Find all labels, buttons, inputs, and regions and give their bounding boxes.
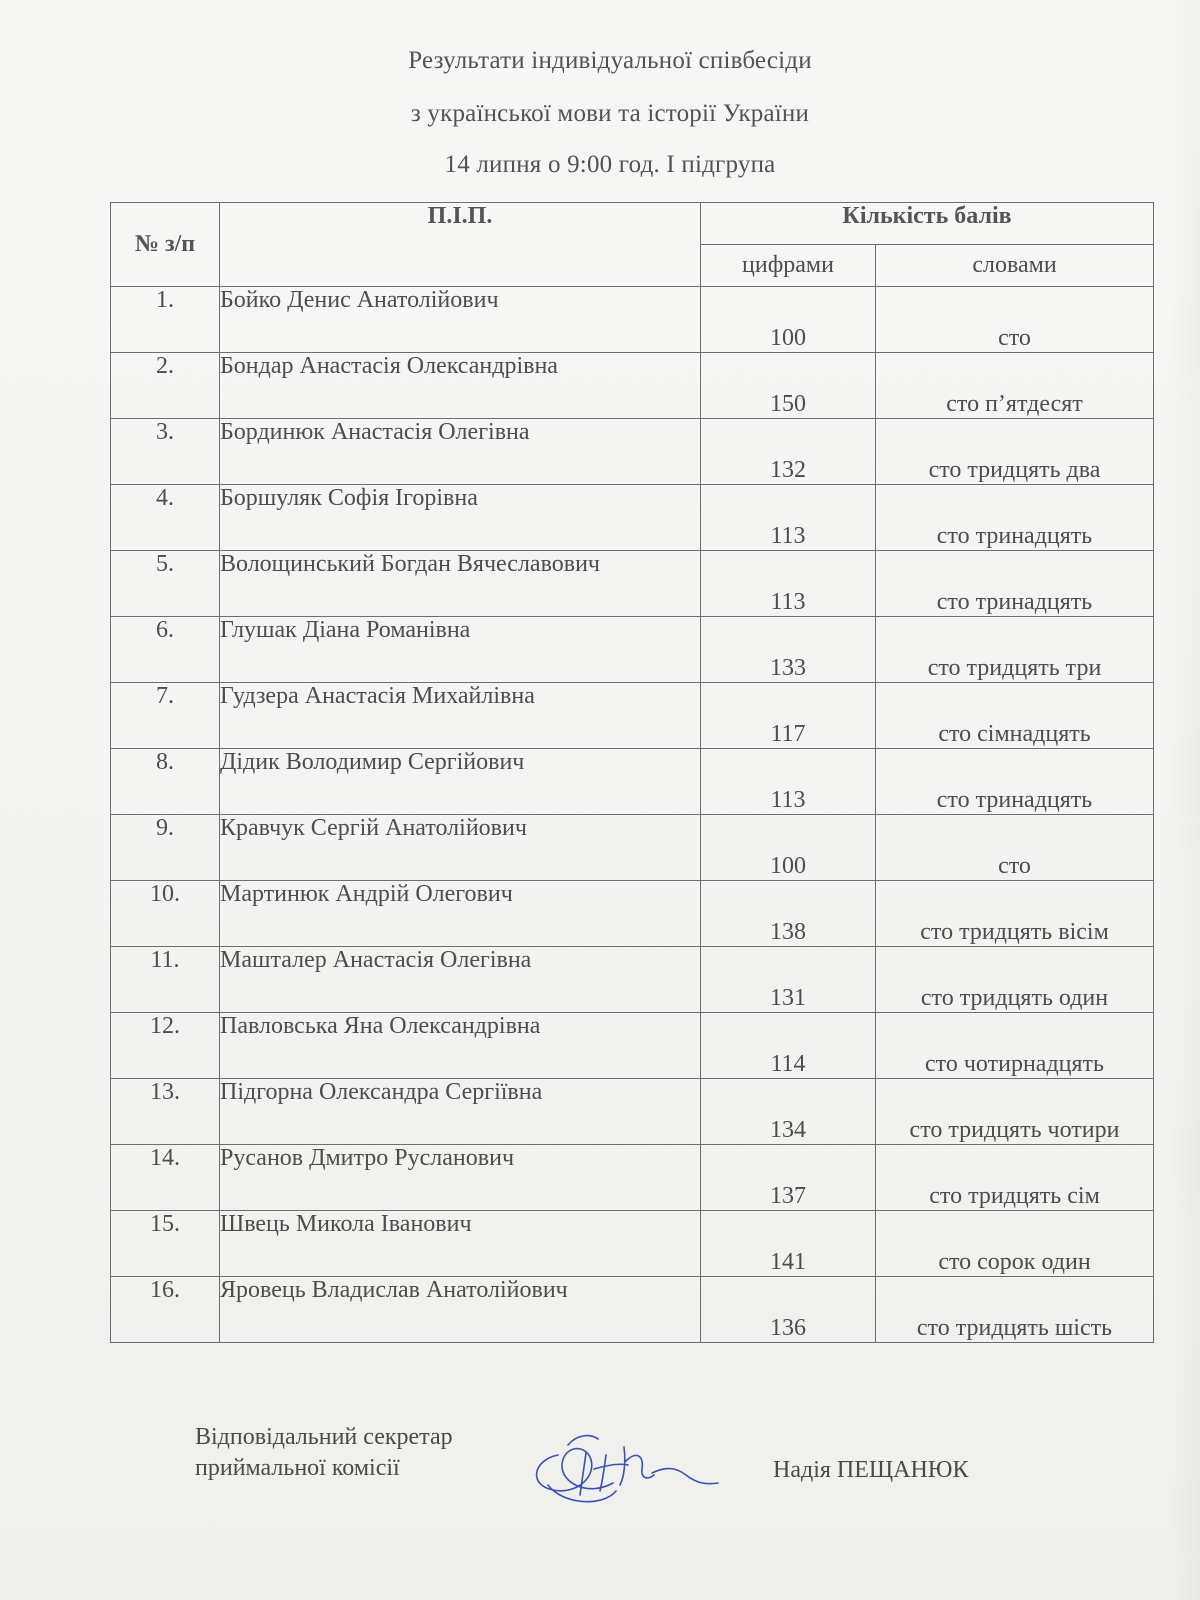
row-score-words: сто bbox=[876, 287, 1154, 353]
row-score-digits: 133 bbox=[701, 617, 876, 683]
table-row bbox=[111, 815, 1154, 881]
paper-edge-shadow bbox=[1170, 0, 1200, 1600]
row-score-digits: 132 bbox=[701, 419, 876, 485]
row-score-digits: 138 bbox=[701, 881, 876, 947]
row-name: Кравчук Сергій Анатолійович bbox=[220, 815, 701, 881]
row-name: Швець Микола Іванович bbox=[220, 1211, 701, 1277]
table-row bbox=[111, 1211, 1154, 1277]
row-name: Русанов Дмитро Русланович bbox=[220, 1145, 701, 1211]
row-number: 9. bbox=[111, 815, 220, 881]
row-number: 16. bbox=[111, 1277, 220, 1343]
row-number: 14. bbox=[111, 1145, 220, 1211]
row-score-words: сто тридцять три bbox=[876, 617, 1154, 683]
secretary-role-line-1: Відповідальний секретар bbox=[195, 1424, 453, 1450]
table-row bbox=[111, 287, 1154, 353]
row-name: Дідик Володимир Сергійович bbox=[220, 749, 701, 815]
row-score-words: сто сорок один bbox=[876, 1211, 1154, 1277]
row-score-words: сто сімнадцять bbox=[876, 683, 1154, 749]
row-number: 13. bbox=[111, 1079, 220, 1145]
results-table bbox=[110, 202, 1154, 1343]
document-title-line-3: 14 липня о 9:00 год. І підгрупа bbox=[444, 151, 776, 178]
row-number: 8. bbox=[111, 749, 220, 815]
handwritten-signature bbox=[528, 1425, 728, 1510]
table-body bbox=[111, 287, 1154, 1343]
row-score-words: сто п’ятдесят bbox=[876, 353, 1154, 419]
row-score-words: сто тринадцять bbox=[876, 485, 1154, 551]
row-number: 6. bbox=[111, 617, 220, 683]
row-score-words: сто тридцять чотири bbox=[876, 1079, 1154, 1145]
row-score-digits: 113 bbox=[701, 551, 876, 617]
row-number: 10. bbox=[111, 881, 220, 947]
table-row bbox=[111, 485, 1154, 551]
row-score-digits: 141 bbox=[701, 1211, 876, 1277]
table-row bbox=[111, 947, 1154, 1013]
row-name: Гудзера Анастасія Михайлівна bbox=[220, 683, 701, 749]
row-score-digits: 137 bbox=[701, 1145, 876, 1211]
row-score-digits: 114 bbox=[701, 1013, 876, 1079]
secretary-role-line-2: приймальної комісії bbox=[195, 1455, 400, 1481]
table-row bbox=[111, 881, 1154, 947]
table-row bbox=[111, 353, 1154, 419]
header-digits: цифрами bbox=[701, 245, 876, 287]
row-name: Мартинюк Андрій Олегович bbox=[220, 881, 701, 947]
row-name: Бойко Денис Анатолійович bbox=[220, 287, 701, 353]
row-score-digits: 100 bbox=[701, 287, 876, 353]
row-score-words: сто тридцять сім bbox=[876, 1145, 1154, 1211]
row-number: 7. bbox=[111, 683, 220, 749]
document-title-line-2: з української мови та історії України bbox=[410, 100, 810, 127]
row-score-digits: 131 bbox=[701, 947, 876, 1013]
row-number: 2. bbox=[111, 353, 220, 419]
table-row bbox=[111, 1145, 1154, 1211]
row-number: 11. bbox=[111, 947, 220, 1013]
table-row bbox=[111, 1277, 1154, 1343]
row-name: Бондар Анастасія Олександрівна bbox=[220, 353, 701, 419]
row-number: 5. bbox=[111, 551, 220, 617]
row-score-words: сто bbox=[876, 815, 1154, 881]
document-title-line-1: Результати індивідуальної співбесіди bbox=[408, 47, 812, 74]
header-number: № з/п bbox=[111, 203, 220, 287]
row-score-digits: 113 bbox=[701, 749, 876, 815]
header-name: П.І.П. bbox=[220, 203, 701, 287]
table-row bbox=[111, 617, 1154, 683]
row-name: Боршуляк Софія Ігорівна bbox=[220, 485, 701, 551]
row-name: Підгорна Олександра Сергіївна bbox=[220, 1079, 701, 1145]
row-score-words: сто тридцять вісім bbox=[876, 881, 1154, 947]
row-name: Волощинський Богдан Вячеславович bbox=[220, 551, 701, 617]
row-name: Бординюк Анастасія Олегівна bbox=[220, 419, 701, 485]
header-score: Кількість балів bbox=[701, 203, 1154, 245]
secretary-name: Надія ПЕЩАНЮК bbox=[773, 1457, 969, 1483]
row-name: Яровець Владислав Анатолійович bbox=[220, 1277, 701, 1343]
table-row bbox=[111, 683, 1154, 749]
row-score-digits: 117 bbox=[701, 683, 876, 749]
row-number: 3. bbox=[111, 419, 220, 485]
table-row bbox=[111, 1013, 1154, 1079]
row-score-words: сто чотирнадцять bbox=[876, 1013, 1154, 1079]
secretary-role bbox=[195, 1422, 453, 1484]
row-score-digits: 150 bbox=[701, 353, 876, 419]
row-score-digits: 134 bbox=[701, 1079, 876, 1145]
row-name: Павловська Яна Олександрівна bbox=[220, 1013, 701, 1079]
row-score-digits: 136 bbox=[701, 1277, 876, 1343]
row-score-words: сто тридцять два bbox=[876, 419, 1154, 485]
row-number: 15. bbox=[111, 1211, 220, 1277]
row-score-words: сто тридцять шість bbox=[876, 1277, 1154, 1343]
row-number: 4. bbox=[111, 485, 220, 551]
row-name: Машталер Анастасія Олегівна bbox=[220, 947, 701, 1013]
row-score-digits: 100 bbox=[701, 815, 876, 881]
row-score-words: сто тринадцять bbox=[876, 551, 1154, 617]
table-row bbox=[111, 749, 1154, 815]
row-name: Глушак Діана Романівна bbox=[220, 617, 701, 683]
table-row bbox=[111, 1079, 1154, 1145]
table-header-row bbox=[111, 203, 1154, 245]
row-number: 12. bbox=[111, 1013, 220, 1079]
header-words: словами bbox=[876, 245, 1154, 287]
row-score-digits: 113 bbox=[701, 485, 876, 551]
row-score-words: сто тридцять один bbox=[876, 947, 1154, 1013]
row-number: 1. bbox=[111, 287, 220, 353]
table-row bbox=[111, 551, 1154, 617]
table-row bbox=[111, 419, 1154, 485]
row-score-words: сто тринадцять bbox=[876, 749, 1154, 815]
